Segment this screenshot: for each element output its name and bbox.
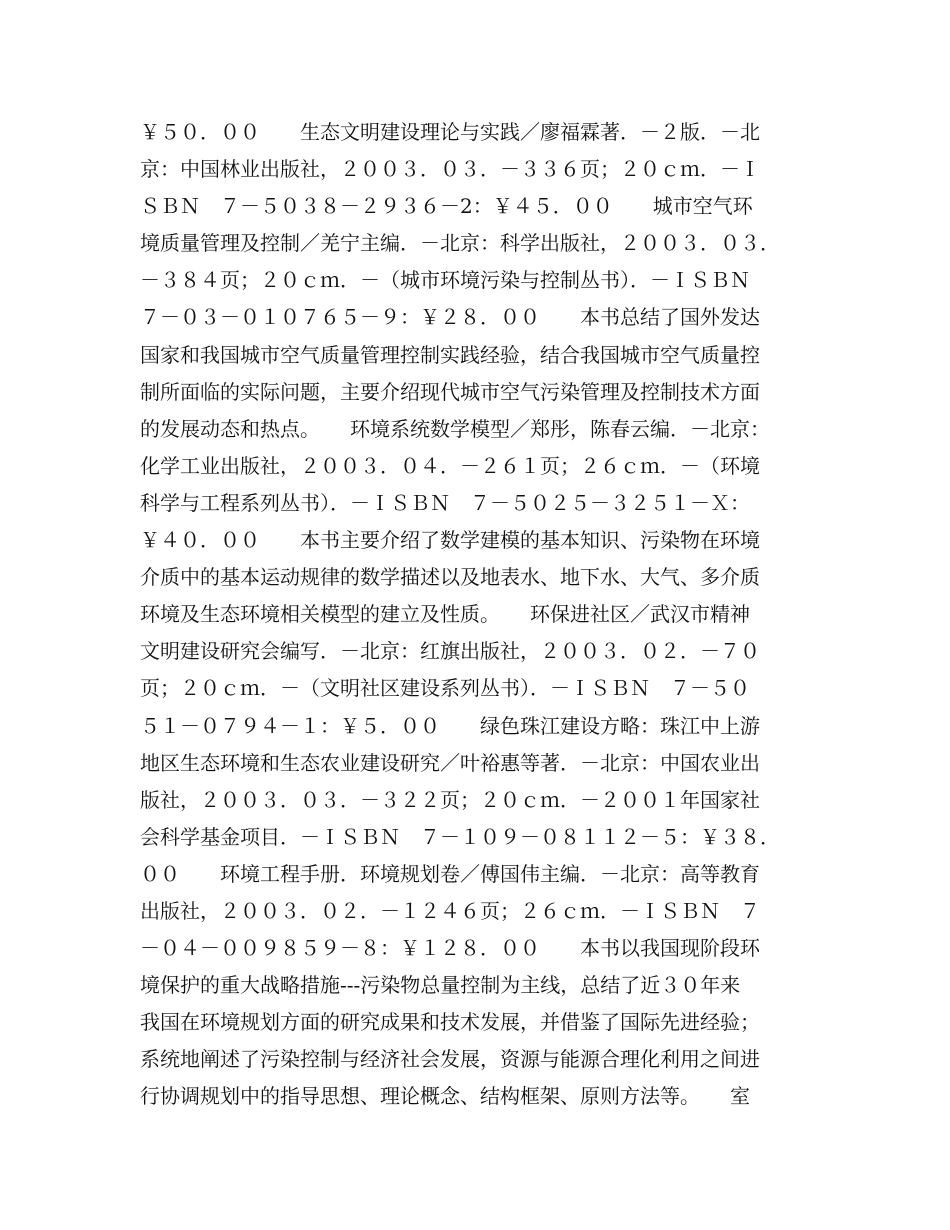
text-line: ５１－０７９４－１：￥５．００ 绿色珠江建设方略：珠江中上游 [140,713,760,738]
text-line: 境保护的重大战略措施---污染物总量控制为主线，总结了近３０年来 [140,973,741,998]
text-line: 介质中的基本运动规律的数学描述以及地表水、地下水、大气、多介质 [140,565,760,590]
text-line: 科学与工程系列丛书）．－ＩＳＢＮ ７－５０２５－３２５１－Ｘ： [140,490,750,515]
text-line: 行协调规划中的指导思想、理论概念、结构框架、原则方法等。 室 [140,1084,750,1109]
text-line: 的发展动态和热点。 环境系统数学模型／郑彤，陈春云编．－北京： [140,416,770,441]
text-line: 境质量管理及控制／羌宁主编．－北京：科学出版社，２００３．０３． [140,231,780,256]
text-line: 文明建设研究会编写．－北京：红旗出版社，２００３．０２．－７０ [140,639,760,664]
text-line: 化学工业出版社，２００３．０４．－２６１页；２６ｃｍ．－（环境 [140,453,760,478]
text-line: 地区生态环境和生态农业建设研究／叶裕惠等著．－北京：中国农业出 [140,750,760,775]
text-line: 制所面临的实际问题，主要介绍现代城市空气污染管理及控制技术方面 [140,379,760,404]
text-line: 会科学基金项目．－ＩＳＢＮ ７－１０９－０８１１２－５：￥３８． [140,824,780,849]
text-line: 国家和我国城市空气质量管理控制实践经验，结合我国城市空气质量控 [140,342,760,367]
text-line: ￥４０．００ 本书主要介绍了数学建模的基本知识、污染物在环境 [140,528,760,553]
text-line: －０４－００９８５９－８：￥１２８．００ 本书以我国现阶段环 [140,936,760,961]
text-line: 出版社，２００３．０２．－１２４６页；２６ｃｍ．－ＩＳＢＮ ７ [140,898,760,923]
text-line: 版社，２００３．０３．－３２２页；２０ｃｍ．－２００１年国家社 [140,787,760,812]
text-line: 环境及生态环境相关模型的建立及性质。 环保进社区／武汉市精神 [140,602,750,627]
text-line: ００ 环境工程手册．环境规划卷／傅国伟主编．－北京：高等教育 [140,861,760,886]
text-line: 我国在环境规划方面的研究成果和技术发展，并借鉴了国际先进经验； [140,1010,760,1035]
text-line: 系统地阐述了污染控制与经济社会发展，资源与能源合理化利用之间进 [140,1047,760,1072]
text-line: ＳＢＮ ７－５０３８－２９３６－2：￥４５．００ 城市空气环 [140,194,753,219]
text-line: －３８４页；２０ｃｍ．－（城市环境污染与控制丛书）．－ＩＳＢＮ [140,268,750,293]
text-line: 页；２０ｃｍ．－（文明社区建设系列丛书）．－ＩＳＢＮ ７－５０ [140,676,750,701]
text-line: ￥５０．００ 生态文明建设理论与实践／廖福霖著．－２版．－北 [140,120,760,144]
text-line: 京：中国林业出版社，２００３．０３．－３３６页；２０ｃｍ．－Ｉ [140,157,760,182]
text-line: ７－０３－０１０７６５－９：￥２８．００ 本书总结了国外发达 [140,305,760,330]
body-text [140,114,820,1116]
